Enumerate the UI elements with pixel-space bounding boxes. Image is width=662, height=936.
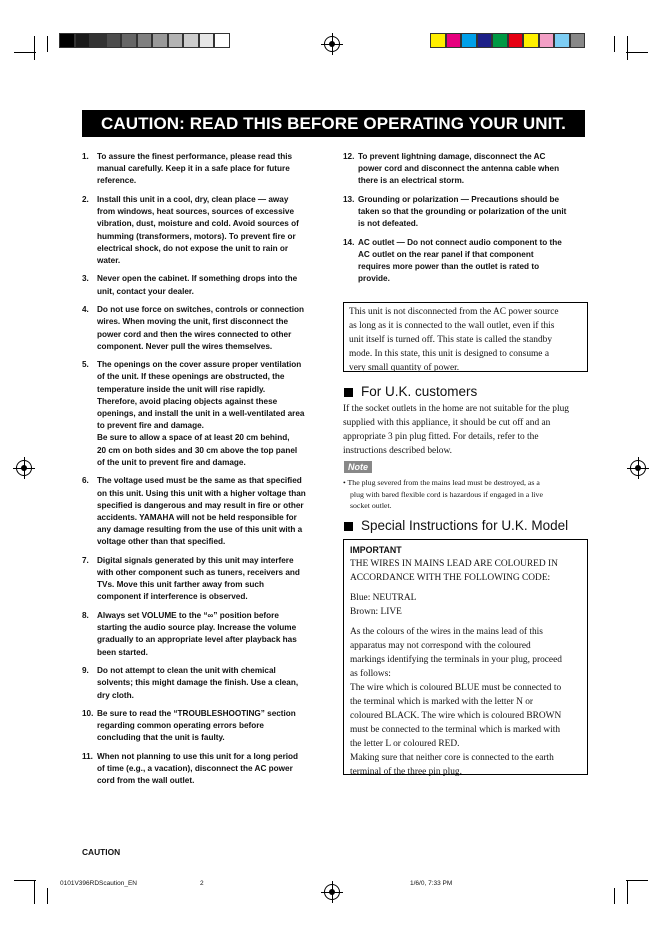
list-item	[82, 555, 327, 604]
footer-section-label: CAUTION	[82, 847, 121, 857]
important-label: IMPORTANT	[350, 545, 402, 555]
print-slug-page: 2	[200, 880, 204, 887]
list-item-text: The openings on the cover assure proper ventilation of the unit. If these openings are obstructed, the temperature inside the unit will rise rapidly. Therefore, avoid placing objects against these openings, and install the unit in a well-ventilated area to prevent fire and damage. Be sure to allow a space of at least 20 cm behind, 20 cm on both sides and 30 cm above the top panel of the unit to prevent fire and damage.	[97, 360, 305, 467]
crop-mark	[614, 888, 615, 904]
crop-mark	[627, 36, 628, 60]
list-item-number: 9.	[82, 666, 89, 676]
list-item-text: Be sure to read the “TROUBLESHOOTING” section regarding common operating errors before concluding that the unit is faulty.	[97, 709, 296, 743]
color-swatch	[570, 33, 586, 48]
color-swatch	[523, 33, 539, 48]
standby-text-line: mode. In this state, this unit is designed to consume a	[349, 349, 549, 359]
paragraph-line: terminal of the three pin plug.	[350, 767, 462, 777]
uk-customers-heading: For U.K. customers	[361, 384, 478, 399]
list-item	[82, 151, 327, 188]
color-swatch	[508, 33, 524, 48]
important-text-line: ACCORDANCE WITH THE FOLLOWING CODE:	[350, 573, 551, 583]
paragraph-line: The wire which is coloured BLUE must be connected to	[350, 683, 562, 693]
color-swatch	[183, 33, 199, 48]
registration-mark-icon	[324, 884, 340, 900]
list-item-number: 4.	[82, 305, 89, 315]
color-swatch	[199, 33, 215, 48]
paragraph-line: coloured BLACK. The wire which is coloured BROWN	[350, 711, 562, 721]
list-item	[82, 665, 327, 702]
color-swatch	[106, 33, 122, 48]
list-item-number: 12.	[343, 152, 355, 161]
list-item-text: Do not use force on switches, controls or connection wires. When moving the unit, first disconnect the power cord and then the wires connected to other component. Never pull the wires themselves.	[97, 305, 304, 351]
color-swatch	[446, 33, 462, 48]
paragraph-line: must be connected to the terminal which is marked with	[350, 725, 561, 735]
note-line: socket outlet.	[350, 501, 392, 510]
crop-mark	[14, 52, 36, 53]
wire-code-line: Brown: LIVE	[350, 607, 402, 617]
color-swatch	[430, 33, 446, 48]
list-item-text: To prevent lightning damage, disconnect the AC power cord and disconnect the antenna cable when there is an electrical storm.	[358, 152, 560, 186]
color-swatch	[90, 33, 106, 48]
paragraph-line: supplied with this appliance, it should be cut off and an	[343, 418, 551, 428]
list-item-text: Digital signals generated by this unit may interfere with other component such as tuners, receivers and TVs. Move this unit farther away from such component if interference is observed.	[97, 555, 300, 602]
paragraph-line: If the socket outlets in the home are not suitable for the plug	[343, 404, 569, 414]
list-item-text: Never open the cabinet. If something drops into the unit, contact your dealer.	[97, 274, 298, 296]
color-swatch	[59, 33, 75, 48]
list-item	[343, 151, 588, 188]
color-swatch	[168, 33, 184, 48]
crop-mark	[614, 36, 615, 52]
color-swatch	[75, 33, 91, 48]
color-swatch	[137, 33, 153, 48]
list-item-number: 14.	[343, 237, 355, 247]
important-text-line: THE WIRES IN MAINS LEAD ARE COLOURED IN	[350, 559, 558, 569]
list-item-number: 3.	[82, 274, 89, 284]
grayscale-color-bar	[59, 33, 230, 48]
print-slug-filename: 0101V396RDScaution_EN	[60, 880, 137, 887]
list-item-number: 1.	[82, 152, 89, 161]
list-item	[343, 237, 588, 286]
caution-list-left	[82, 151, 327, 794]
list-item-text: When not planning to use this unit for a long period of time (e.g., a vacation), disconnect the AC power cord from the wall outlet.	[97, 751, 299, 786]
paragraph-line: the terminal which is marked with the letter N or	[350, 697, 534, 707]
registration-mark-icon	[324, 36, 340, 52]
list-item	[82, 751, 327, 788]
list-item-number: 8.	[82, 610, 89, 620]
list-item-text: AC outlet — Do not connect audio component to the AC outlet on the rear panel if that component requires more power than the outlet is rated to provide.	[358, 237, 562, 284]
crop-mark	[34, 880, 35, 904]
crop-mark	[34, 36, 35, 60]
standby-text-line: as long as it is connected to the wall outlet, even if this	[349, 321, 555, 331]
color-swatch	[214, 33, 230, 48]
registration-mark-icon	[630, 460, 646, 476]
list-item	[82, 273, 327, 297]
list-item	[82, 610, 327, 659]
color-swatch	[461, 33, 477, 48]
paragraph-line: the letter L or coloured RED.	[350, 739, 460, 749]
list-item-text: The voltage used must be the same as that specified on this unit. Using this unit with a higher voltage than specified is dangerous and may result in fire or other accidents. YAMAHA will not be held responsible for any damage resulting from the use of this unit with a voltage other than that specified.	[97, 476, 306, 547]
color-swatch	[492, 33, 508, 48]
list-item-text: Do not attempt to clean the unit with chemical solvents; this might damage the finish. Use a clean, dry cloth.	[97, 666, 299, 700]
process-color-bar	[430, 33, 585, 48]
color-swatch	[554, 33, 570, 48]
crop-mark	[47, 36, 48, 52]
color-swatch	[539, 33, 555, 48]
important-wiring-box	[343, 539, 588, 775]
standby-text-line: unit itself is turned off. This state is called the standby	[349, 335, 553, 345]
list-item	[82, 304, 327, 353]
list-item	[82, 359, 327, 469]
section-bullet-icon	[344, 522, 353, 531]
list-item-number: 6.	[82, 476, 89, 486]
note-text	[343, 477, 593, 512]
paragraph-line: instructions described below.	[343, 446, 453, 456]
color-swatch	[121, 33, 137, 48]
color-swatch	[477, 33, 493, 48]
paragraph-line: as follows:	[350, 669, 391, 679]
standby-text-line: This unit is not disconnected from the AC power source	[349, 307, 559, 317]
crop-mark	[627, 880, 628, 904]
note-line: plug with bared flexible cord is hazardous if engaged in a live	[350, 489, 543, 499]
list-item	[343, 194, 588, 231]
page-title: CAUTION: READ THIS BEFORE OPERATING YOUR UNIT.	[82, 110, 585, 137]
special-instructions-heading: Special Instructions for U.K. Model	[361, 518, 569, 533]
standby-text-line: very small quantity of power.	[349, 363, 460, 373]
paragraph-line: As the colours of the wires in the mains lead of this	[350, 627, 543, 637]
list-item-number: 2.	[82, 194, 89, 204]
note-label: Note	[344, 461, 372, 473]
paragraph-line: apparatus may not correspond with the coloured	[350, 641, 531, 651]
crop-mark	[626, 880, 648, 881]
paragraph-line: appropriate 3 pin plug fitted. For details, refer to the	[343, 432, 539, 442]
standby-notice-box	[343, 302, 588, 372]
list-item	[82, 475, 327, 548]
list-item	[82, 708, 327, 745]
caution-list-right	[343, 151, 588, 292]
list-item-number: 11.	[82, 751, 93, 761]
color-swatch	[152, 33, 168, 48]
list-item-text: To assure the finest performance, please read this manual carefully. Keep it in a safe place for future reference.	[97, 152, 293, 186]
list-item-number: 7.	[82, 555, 89, 565]
list-item-text: Install this unit in a cool, dry, clean place — away from windows, heat sources, sources of excessive vibration, dust, moisture and cold. Avoid sources of humming (transformers, motors). To prevent fire or electrical shock, do not expose the unit to rain or water.	[97, 194, 299, 265]
crop-mark	[14, 880, 36, 881]
list-item-number: 13.	[343, 194, 355, 204]
paragraph-line: markings identifying the terminals in your plug, proceed	[350, 655, 562, 665]
paragraph-line: Making sure that neither core is connected to the earth	[350, 753, 554, 763]
list-item-text: Grounding or polarization — Precautions should be taken so that the grounding or polarization of the unit is not defeated.	[358, 194, 567, 229]
registration-mark-icon	[16, 460, 32, 476]
print-slug-date: 1/6/0, 7:33 PM	[410, 880, 453, 887]
crop-mark	[47, 888, 48, 904]
wire-code-line: Blue: NEUTRAL	[350, 593, 417, 603]
list-item-number: 5.	[82, 360, 89, 370]
crop-mark	[626, 52, 648, 53]
note-line: • The plug severed from the mains lead must be destroyed, as a	[343, 478, 540, 487]
list-item-number: 10.	[82, 709, 94, 718]
list-item-text: Always set VOLUME to the “∞” position before starting the audio source play. Increase the volume gradually to an appropriate level after playback has been started.	[97, 610, 297, 657]
section-bullet-icon	[344, 388, 353, 397]
list-item	[82, 194, 327, 267]
uk-customers-paragraph	[343, 402, 593, 458]
